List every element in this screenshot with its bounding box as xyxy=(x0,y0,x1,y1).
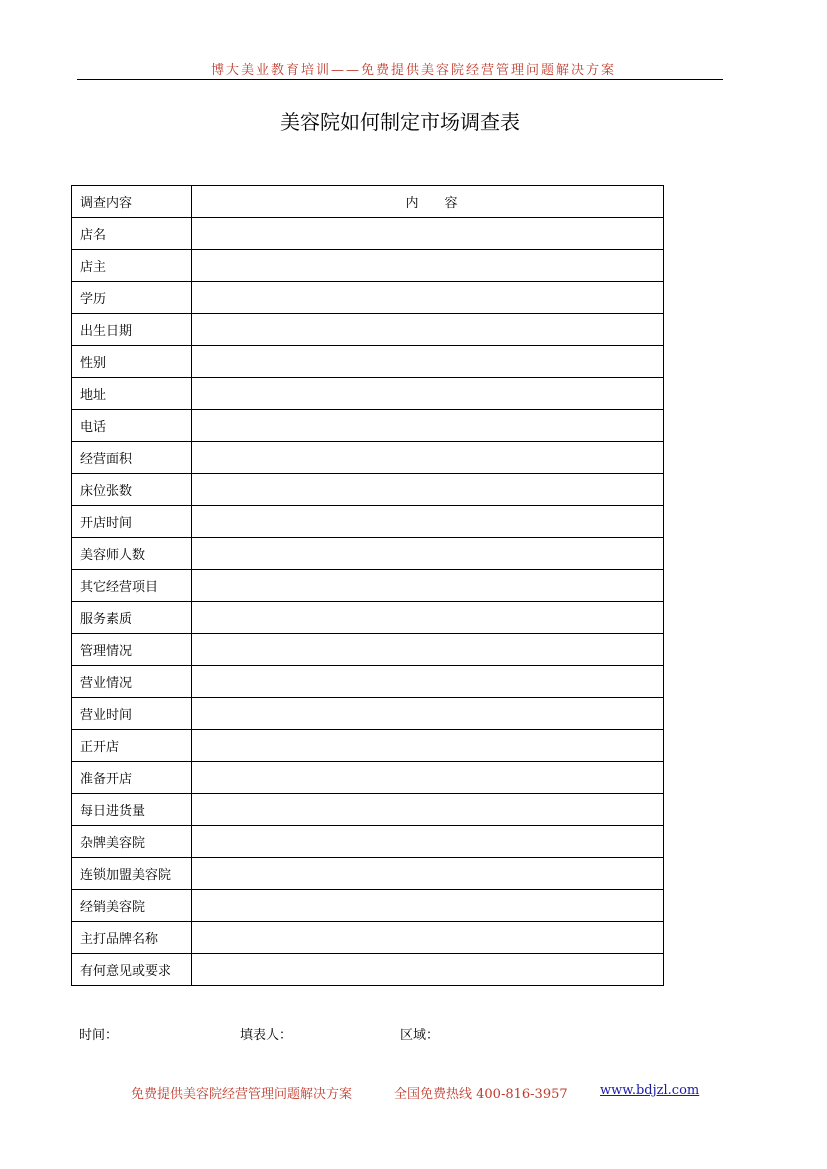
row-label-cell: 准备开店 xyxy=(72,762,192,794)
table-row xyxy=(72,698,664,730)
row-content-cell[interactable] xyxy=(192,570,664,602)
row-content-cell[interactable] xyxy=(192,346,664,378)
table-row xyxy=(72,826,664,858)
row-label-cell: 正开店 xyxy=(72,730,192,762)
row-content-cell[interactable] xyxy=(192,218,664,250)
table-row xyxy=(72,602,664,634)
row-content-cell[interactable] xyxy=(192,378,664,410)
row-label-cell: 美容师人数 xyxy=(72,538,192,570)
table-row xyxy=(72,538,664,570)
table-row xyxy=(72,762,664,794)
table-row xyxy=(72,474,664,506)
table-row xyxy=(72,282,664,314)
row-content-cell[interactable] xyxy=(192,282,664,314)
table-row xyxy=(72,378,664,410)
row-content-cell[interactable] xyxy=(192,250,664,282)
filler-field-label: 填表人： xyxy=(240,1028,293,1043)
table-row xyxy=(72,410,664,442)
row-content-cell[interactable] xyxy=(192,794,664,826)
row-content-cell[interactable] xyxy=(192,826,664,858)
row-label-cell: 性别 xyxy=(72,346,192,378)
row-content-cell[interactable] xyxy=(192,922,664,954)
table-row xyxy=(72,922,664,954)
row-content-cell[interactable] xyxy=(192,506,664,538)
row-label-cell: 店主 xyxy=(72,250,192,282)
row-content-cell[interactable] xyxy=(192,314,664,346)
row-label-cell: 每日进货量 xyxy=(72,794,192,826)
row-label-cell: 地址 xyxy=(72,378,192,410)
row-content-cell[interactable] xyxy=(192,666,664,698)
row-content-cell[interactable] xyxy=(192,634,664,666)
row-content-cell[interactable] xyxy=(192,698,664,730)
row-label-cell: 连锁加盟美容院 xyxy=(72,858,192,890)
table-row xyxy=(72,250,664,282)
row-content-cell[interactable] xyxy=(192,602,664,634)
row-content-cell[interactable] xyxy=(192,474,664,506)
row-label-cell: 服务素质 xyxy=(72,602,192,634)
footer-website-link[interactable]: www.bdjzl.com xyxy=(600,1083,700,1098)
row-content-cell[interactable] xyxy=(192,410,664,442)
footer-slogan: 免费提供美容院经营管理问题解决方案 xyxy=(131,1087,353,1102)
table-row xyxy=(72,730,664,762)
row-content-cell[interactable] xyxy=(192,538,664,570)
header-label-cell: 调查内容 xyxy=(72,186,192,218)
page-footer xyxy=(0,1083,827,1101)
row-content-cell[interactable] xyxy=(192,442,664,474)
table-row xyxy=(72,218,664,250)
row-label-cell: 主打品牌名称 xyxy=(72,922,192,954)
table-row xyxy=(72,570,664,602)
row-label-cell: 学历 xyxy=(72,282,192,314)
row-label-cell: 其它经营项目 xyxy=(72,570,192,602)
table-row xyxy=(72,666,664,698)
table-row xyxy=(72,858,664,890)
row-label-cell: 经营面积 xyxy=(72,442,192,474)
form-signoff-fields xyxy=(0,1024,827,1042)
row-label-cell: 床位张数 xyxy=(72,474,192,506)
table-row xyxy=(72,346,664,378)
row-label-cell: 营业情况 xyxy=(72,666,192,698)
row-label-cell: 出生日期 xyxy=(72,314,192,346)
row-content-cell[interactable] xyxy=(192,730,664,762)
table-row xyxy=(72,890,664,922)
time-field-label: 时间： xyxy=(79,1028,119,1043)
row-label-cell: 管理情况 xyxy=(72,634,192,666)
survey-table xyxy=(71,185,664,986)
row-label-cell: 经销美容院 xyxy=(72,890,192,922)
page-header-text: 博大美业教育培训——免费提供美容院经营管理问题解决方案 xyxy=(210,63,616,78)
table-row xyxy=(72,634,664,666)
document-title: 美容院如何制定市场调查表 xyxy=(280,110,520,134)
row-label-cell: 有何意见或要求 xyxy=(72,954,192,986)
table-header-row xyxy=(72,186,664,218)
footer-hotline: 全国免费热线 400-816-3957 xyxy=(394,1087,568,1102)
header-content-cell: 内 容 xyxy=(192,186,664,218)
table-row xyxy=(72,442,664,474)
row-label-cell: 店名 xyxy=(72,218,192,250)
row-content-cell[interactable] xyxy=(192,954,664,986)
table-row xyxy=(72,954,664,986)
row-label-cell: 电话 xyxy=(72,410,192,442)
row-label-cell: 营业时间 xyxy=(72,698,192,730)
header-divider xyxy=(77,79,723,80)
row-label-cell: 开店时间 xyxy=(72,506,192,538)
row-content-cell[interactable] xyxy=(192,762,664,794)
table-row xyxy=(72,794,664,826)
area-field-label: 区域： xyxy=(400,1028,440,1043)
table-row xyxy=(72,314,664,346)
row-content-cell[interactable] xyxy=(192,858,664,890)
row-label-cell: 杂牌美容院 xyxy=(72,826,192,858)
table-row xyxy=(72,506,664,538)
row-content-cell[interactable] xyxy=(192,890,664,922)
